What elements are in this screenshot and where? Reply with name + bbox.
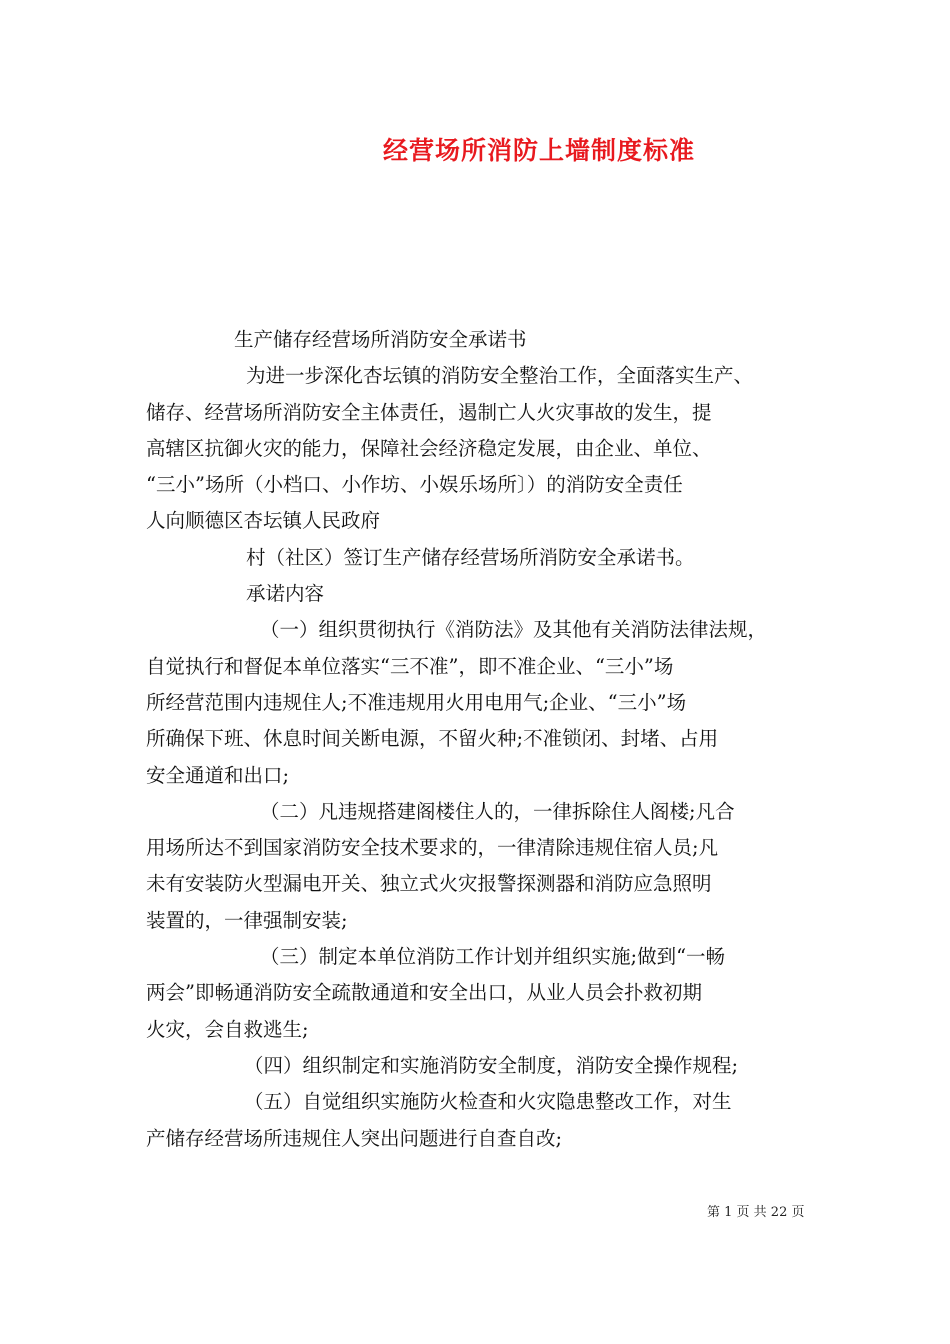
paragraph-line: （四）组织制定和实施消防安全制度，消防安全操作规程;	[244, 1053, 739, 1077]
paragraph-line: 所经营范围内违规住人;不准违规用火用电用气;企业、“三小”场	[146, 690, 687, 714]
paragraph-line: 产储存经营场所违规住人突出问题进行自查自改;	[146, 1126, 563, 1150]
paragraph-line: 两会”即畅通消防安全疏散通道和安全出口，从业人员会扑救初期	[146, 981, 702, 1005]
paragraph-line: 高辖区抗御火灾的能力，保障社会经济稳定发展，由企业、单位、	[146, 436, 712, 460]
paragraph-line: “三小”场所（小档口、小作坊、小娱乐场所〕）的消防安全责任	[146, 473, 683, 497]
paragraph-line: 安全通道和出口;	[146, 763, 290, 787]
paragraph-line: 未有安装防火型漏电开关、独立式火灾报警探测器和消防应急照明	[146, 872, 712, 896]
paragraph-line: 为进一步深化杏坛镇的消防安全整治工作，全面落实生产、	[246, 364, 754, 388]
paragraph-line: （二）凡违规搭建阁楼住人的，一律拆除住人阁楼;凡合	[260, 799, 735, 823]
document-body	[146, 322, 810, 1157]
paragraph-line: （一）组织贯彻执行《消防法》及其他有关消防法律法规，	[260, 618, 768, 642]
paragraph-line: 所确保下班、休息时间关断电源，不留火种;不准锁闭、封堵、占用	[146, 727, 719, 751]
paragraph-line: 火灾，会自救逃生;	[146, 1017, 309, 1041]
paragraph-line: 用场所达不到国家消防安全技术要求的，一律清除违规住宿人员;凡	[146, 836, 719, 860]
commitment-heading: 生产储存经营场所消防安全承诺书	[234, 328, 527, 351]
paragraph-line: （三）制定本单位消防工作计划并组织实施;做到“一畅	[260, 945, 726, 969]
page-number: 第 1 页 共 22 页	[707, 1205, 805, 1220]
section-heading: 承诺内容	[246, 582, 325, 606]
paragraph-line: 村（社区）签订生产储存经营场所消防安全承诺书。	[246, 545, 695, 569]
paragraph-line: 储存、经营场所消防安全主体责任，遏制亡人火灾事故的发生，提	[146, 400, 712, 424]
page-title: 经营场所消防上墙制度标准	[382, 136, 695, 165]
paragraph-line: 自觉执行和督促本单位落实“三不准”，即不准企业、“三小”场	[146, 654, 674, 678]
paragraph-line: 人向顺德区杏坛镇人民政府	[146, 509, 381, 533]
paragraph-line: （五）自觉组织实施防火检查和火灾隐患整改工作，对生	[244, 1090, 732, 1114]
paragraph-line: 装置的，一律强制安装;	[146, 908, 348, 932]
